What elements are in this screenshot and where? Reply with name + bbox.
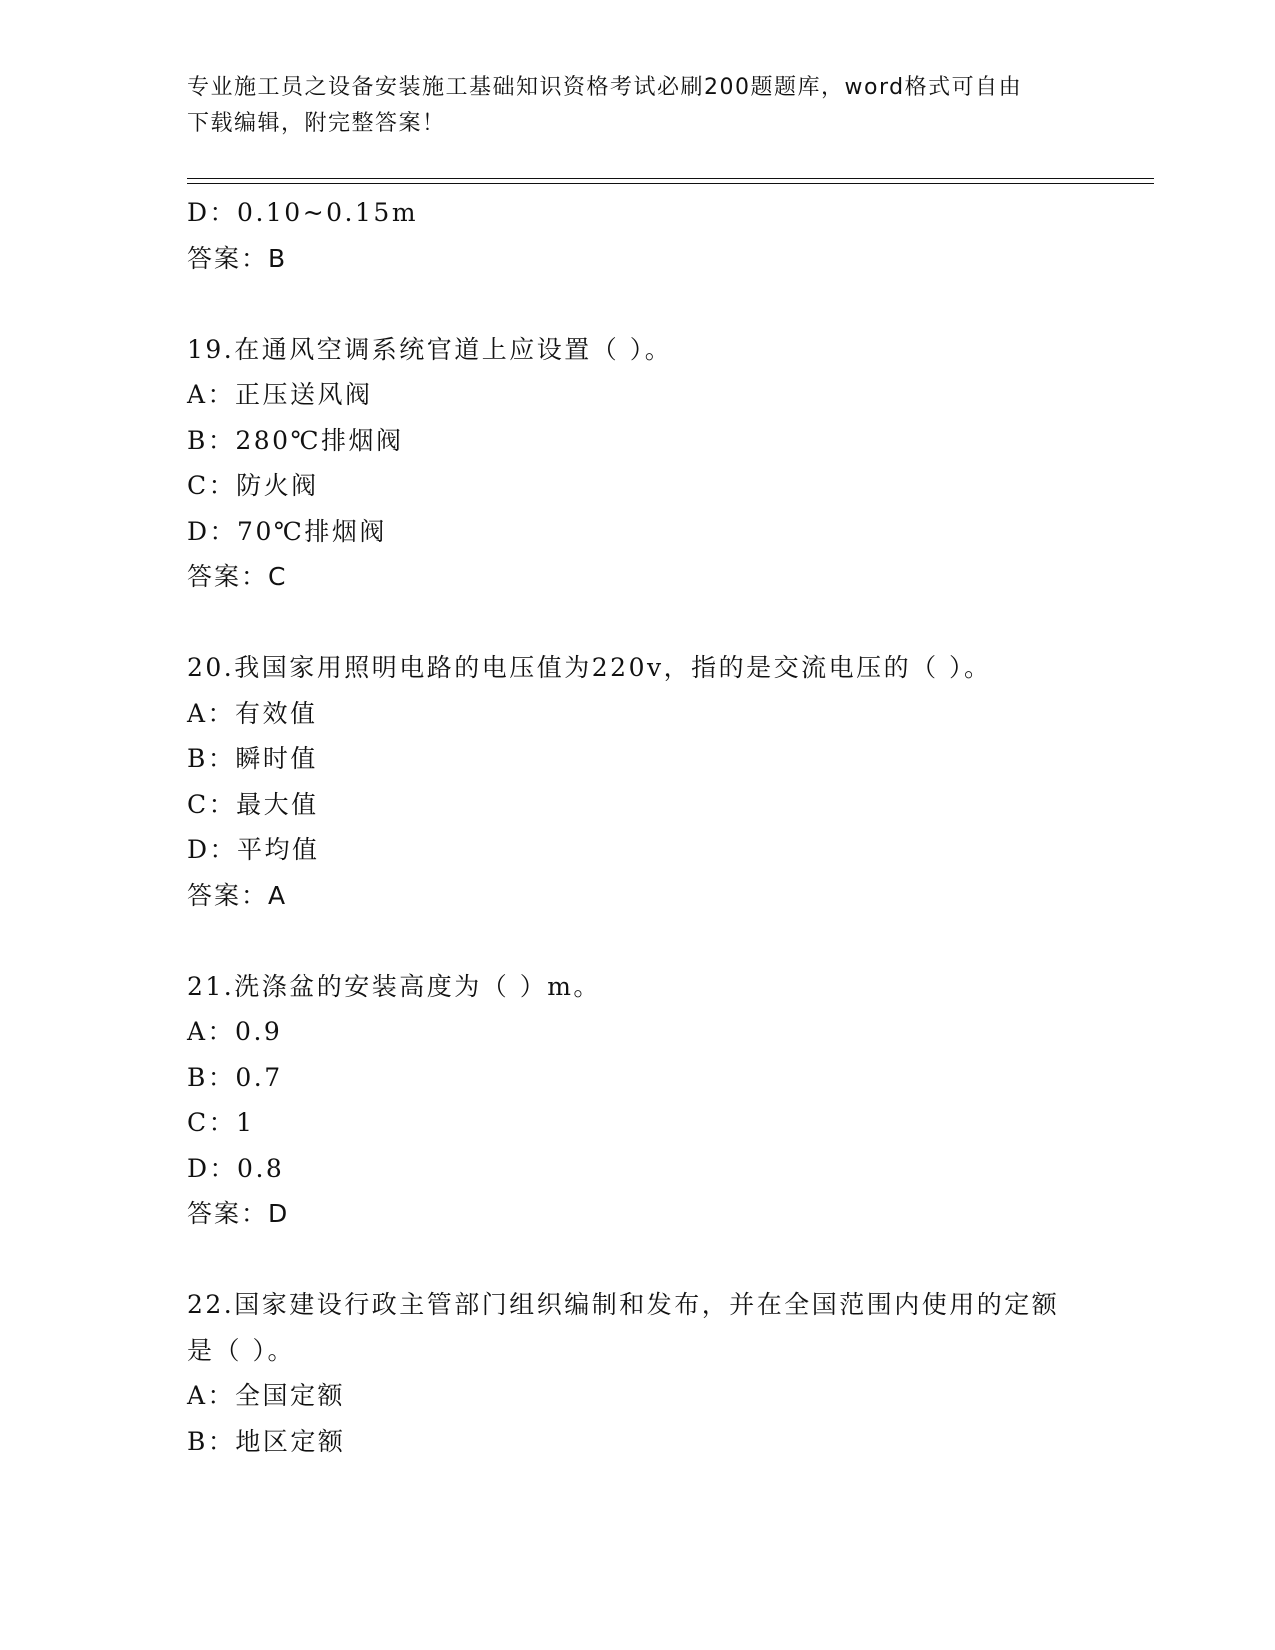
option-line: B：瞬时值 <box>187 744 318 773</box>
spacer <box>187 281 1087 327</box>
question-list <box>187 190 1087 1464</box>
document-header <box>187 70 1087 142</box>
option-line: A：正压送风阀 <box>187 380 373 409</box>
option-line: B：280℃排烟阀 <box>187 425 404 455</box>
question-stem: 21.洗涤盆的安装高度为（ ）m。 <box>187 971 601 1001</box>
answer-line: 答案：B <box>187 243 288 273</box>
question-stem: 19.在通风空调系统官道上应设置（ ）。 <box>187 334 673 364</box>
header-line-2: 下载编辑，附完整答案！ <box>187 111 446 136</box>
answer-line: 答案：D <box>187 1199 290 1228</box>
option-line: C：1 <box>187 1108 255 1137</box>
spacer <box>187 1237 1087 1283</box>
answer-line: 答案：A <box>187 880 288 910</box>
option-line: C：防火阀 <box>187 471 319 500</box>
option-line: D：0.10~0.15m <box>187 198 419 227</box>
option-line: B：0.7 <box>187 1062 283 1092</box>
header-rule-bottom <box>187 183 1154 184</box>
header-rule-top <box>187 178 1154 179</box>
spacer <box>187 600 1087 646</box>
option-line: A：全国定额 <box>187 1381 346 1410</box>
option-line: B：地区定额 <box>187 1426 346 1456</box>
answer-line: 答案：C <box>187 562 288 591</box>
option-line: A：0.9 <box>187 1017 283 1046</box>
option-line: A：有效值 <box>187 698 318 728</box>
option-line: D：0.8 <box>187 1153 285 1183</box>
header-line-1: 专业施工员之设备安装施工基础知识资格考试必刷200题题库，word格式可自由 <box>187 75 1023 100</box>
spacer <box>187 918 1087 964</box>
option-line: D：70℃排烟阀 <box>187 516 387 546</box>
option-line: C：最大值 <box>187 789 319 819</box>
question-stem: 22.国家建设行政主管部门组织编制和发布，并在全国范围内使用的定额是（ ）。 <box>187 1290 1060 1365</box>
option-line: D：平均值 <box>187 835 320 864</box>
question-stem: 20.我国家用照明电路的电压值为220v，指的是交流电压的（ ）。 <box>187 653 992 682</box>
